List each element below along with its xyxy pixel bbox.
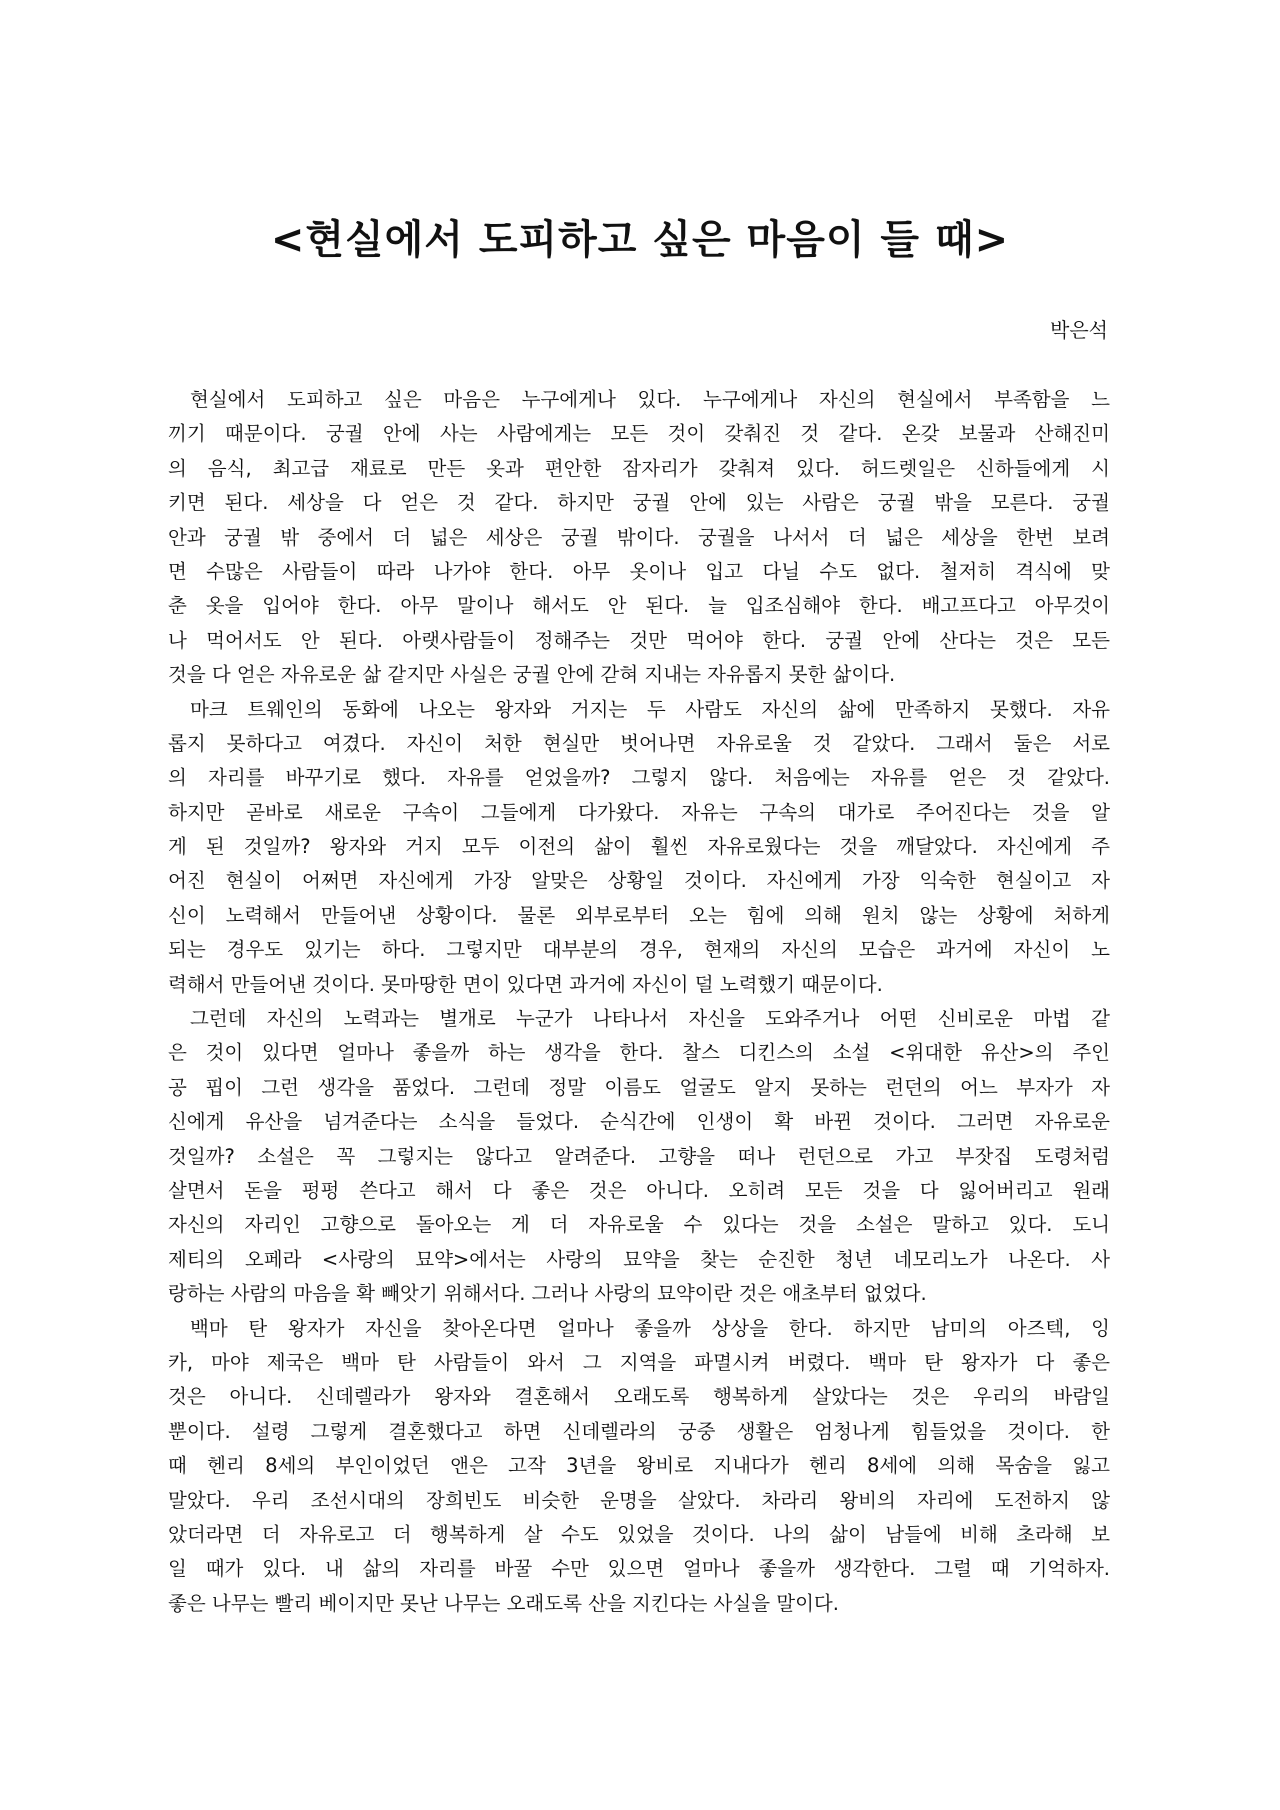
text-line: 롭지 못하다고 여겼다. 자신이 처한 현실만 벗어나면 자유로울 것 같았다. 그래서 둘은 서로	[168, 731, 1110, 755]
text-line: 춘 옷을 입어야 한다. 아무 말이나 해서도 안 된다. 늘 입조심해야 한다. 배고프다고 아무것이	[168, 594, 1110, 618]
text-line: 은 것이 있다면 얼마나 좋을까 하는 생각을 한다. 찰스 디킨스의 소설 <위대한 유산>의 주인	[168, 1041, 1110, 1065]
text-line: 일 때가 있다. 내 삶의 자리를 바꿀 수만 있으면 얼마나 좋을까 생각한다. 그럴 때 기억하자.	[168, 1557, 1110, 1581]
paragraph	[168, 383, 1110, 693]
text-line: 그런데 자신의 노력과는 별개로 누군가 나타나서 자신을 도와주거나 어떤 신비로운 마법 같	[190, 1007, 1110, 1031]
text-line: 마크 트웨인의 동화에 나오는 왕자와 거지는 두 사람도 자신의 삶에 만족하지 못했다. 자유	[190, 697, 1110, 721]
text-line: 았더라면 더 자유로고 더 행복하게 살 수도 있었을 것이다. 나의 삶이 남들에 비해 초라해 보	[168, 1522, 1110, 1546]
text-line: 현실에서 도피하고 싶은 마음은 누구에게나 있다. 누구에게나 자신의 현실에서 부족함을 느	[190, 388, 1110, 411]
text-line: 카, 마야 제국은 백마 탄 사람들이 와서 그 지역을 파멸시켜 버렸다. 백마 탄 왕자가 다 좋은	[168, 1350, 1110, 1374]
text-line: 때 헨리 8세의 부인이었던 앤은 고작 3년을 왕비로 지내다가 헨리 8세에 의해 목숨을 잃고	[168, 1454, 1110, 1478]
text-line: 나 먹어서도 안 된다. 아랫사람들이 정해주는 것만 먹어야 한다. 궁궐 안에 산다는 것은 모든	[168, 628, 1110, 652]
text-line: 뿐이다. 설령 그렇게 결혼했다고 하면 신데렐라의 궁중 생활은 엄청나게 힘들었을 것이다. 한	[168, 1419, 1110, 1443]
text-line: 끼기 때문이다. 궁궐 안에 사는 사람에게는 모든 것이 갖춰진 것 같다. 온갖 보물과 산해진미	[168, 422, 1110, 446]
text-line: 백마 탄 왕자가 자신을 찾아온다면 얼마나 좋을까 상상을 한다. 하지만 남미의 아즈텍, 잉	[190, 1316, 1110, 1340]
text-line: 신이 노력해서 만들어낸 상황이다. 물론 외부로부터 오는 힘에 의해 원치 않는 상황에 처하게	[168, 903, 1110, 927]
text-line: 공 핍이 그런 생각을 품었다. 그런데 정말 이름도 얼굴도 알지 못하는 런던의 어느 부자가 자	[168, 1075, 1110, 1099]
text-line: 게 된 것일까? 왕자와 거지 모두 이전의 삶이 훨씬 자유로웠다는 것을 깨달았다. 자신에게 주	[168, 835, 1110, 859]
text-line: 면 수많은 사람들이 따라 나가야 한다. 아무 옷이나 입고 다닐 수도 없다. 철저히 격식에 맞	[168, 559, 1110, 583]
text-line: 살면서 돈을 펑펑 쓴다고 해서 다 좋은 것은 아니다. 오히려 모든 것을 다 잃어버리고 원래	[168, 1178, 1110, 1202]
text-line: 의 자리를 바꾸기로 했다. 자유를 얻었을까? 그렇지 않다. 처음에는 자유를 얻은 것 같았다.	[168, 766, 1110, 790]
text-line: 좋은 나무는 빨리 베이지만 못난 나무는 오래도록 산을 지킨다는 사실을 말이다.	[168, 1591, 839, 1615]
text-line: 것일까? 소설은 꼭 그렇지는 않다고 알려준다. 고향을 떠나 런던으로 가고 부잣집 도령처럼	[168, 1144, 1110, 1168]
text-line: 되는 경우도 있기는 하다. 그렇지만 대부분의 경우, 현재의 자신의 모습은 과거에 자신이 노	[168, 938, 1110, 962]
author-name: 박은석	[1050, 318, 1108, 342]
text-line: 키면 된다. 세상을 다 얻은 것 같다. 하지만 궁궐 안에 있는 사람은 궁궐 밖을 모른다. 궁궐	[168, 491, 1110, 515]
text-line: 안과 궁궐 밖 중에서 더 넓은 세상은 궁궐 밖이다. 궁궐을 나서서 더 넓은 세상을 한번 보려	[168, 525, 1110, 549]
document-title: <현실에서 도피하고 싶은 마음이 들 때>	[270, 217, 1010, 263]
text-line: 랑하는 사람의 마음을 확 빼앗기 위해서다. 그러나 사랑의 묘약이란 것은 애초부터 없었다.	[168, 1282, 927, 1306]
text-line: 의 음식, 최고급 재료로 만든 옷과 편안한 잠자리가 갖춰져 있다. 허드렛일은 신하들에게 시	[168, 456, 1110, 480]
text-line: 자신의 자리인 고향으로 돌아오는 게 더 자유로울 수 있다는 것을 소설은 말하고 있다. 도니	[168, 1213, 1110, 1237]
text-line: 것을 다 얻은 자유로운 삶 같지만 사실은 궁궐 안에 갇혀 지내는 자유롭지 못한 삶이다.	[168, 663, 896, 687]
text-line: 신에게 유산을 넘겨준다는 소식을 들었다. 순식간에 인생이 확 바뀐 것이다. 그러면 자유로운	[168, 1110, 1110, 1134]
text-line: 력해서 만들어낸 것이다. 못마땅한 면이 있다면 과거에 자신이 덜 노력했기 때문이다.	[168, 972, 883, 996]
text-line: 하지만 곧바로 새로운 구속이 그들에게 다가왔다. 자유는 구속의 대가로 주어진다는 것을 알	[168, 800, 1110, 824]
text-line: 제티의 오페라 <사랑의 묘약>에서는 사랑의 묘약을 찾는 순진한 청년 네모리노가 나온다. 사	[168, 1247, 1110, 1271]
paragraph	[168, 1002, 1110, 1312]
text-line: 것은 아니다. 신데렐라가 왕자와 결혼해서 오래도록 행복하게 살았다는 것은 우리의 바람일	[168, 1385, 1110, 1409]
text-line: 말았다. 우리 조선시대의 장희빈도 비슷한 운명을 살았다. 차라리 왕비의 자리에 도전하지 않	[168, 1488, 1110, 1512]
paragraph	[168, 693, 1110, 1003]
document-body	[168, 383, 1110, 1621]
text-line: 어진 현실이 어쩌면 자신에게 가장 알맞은 상황일 것이다. 자신에게 가장 익숙한 현실이고 자	[168, 869, 1110, 893]
paragraph	[168, 1312, 1110, 1622]
